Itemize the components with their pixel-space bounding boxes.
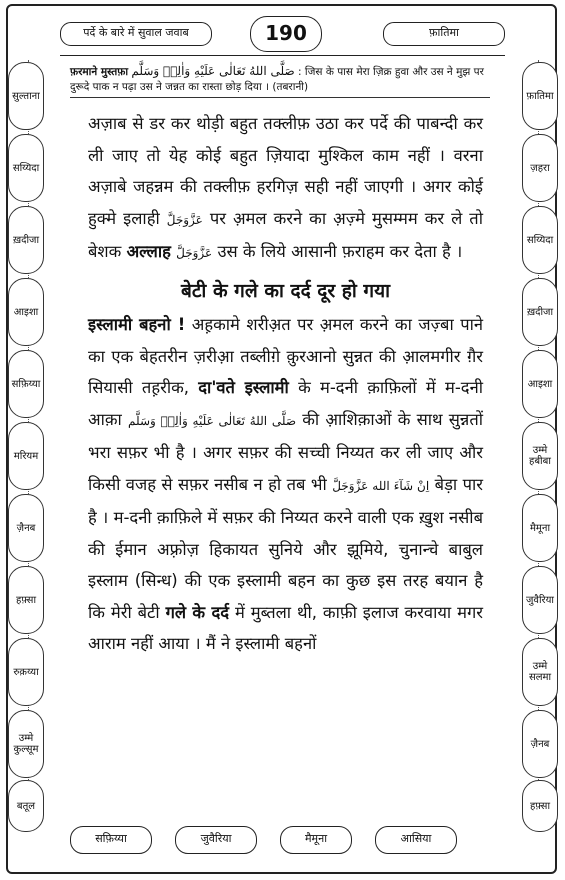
p2e-text: में मुब्तला थी, काफ़ी इलाज करवाया मगर आराम नहीं आया । मैं ने इस्लामी बहनों <box>88 602 483 653</box>
bottom-tab: आसिया <box>375 826 457 854</box>
gale-ke-dard: गले के दर्द <box>165 602 230 622</box>
para1b-text: पर अ़मल करने का अ़ज़्मे मुसम्मम कर ले तो बेशक <box>88 208 483 261</box>
side-medallion-left: उम्मे कुल्सूम <box>8 710 44 778</box>
page-body <box>88 108 483 660</box>
side-medallion-right: ख़दीजा <box>522 278 558 346</box>
side-medallion-right: फ़ातिमा <box>522 62 558 130</box>
side-medallion-right: मैमूना <box>522 494 558 562</box>
hadith-source: (तबरानी) <box>272 81 309 93</box>
azza-arabic: عَزَّوَجَلَّ <box>166 212 203 227</box>
p2a-text: अह़कामे शरीअ़त पर अ़मल करने का जज़्बा पाने का एक बेहतरीन ज़रीआ़ तब्लीग़े क़ुरआनो सुन्नत की आ़लमगीर ग़ैर सियासी तह़रीक, <box>88 315 484 397</box>
side-medallion-right: ज़ैनब <box>522 710 558 778</box>
section-heading: बेटी के गले का दर्द दूर हो गया <box>180 279 391 302</box>
side-medallion-right: आइशा <box>522 350 558 418</box>
header-name: फ़ातिमा <box>383 22 505 46</box>
side-medallion-left: ख़दीजा <box>8 206 44 274</box>
bottom-tab: मैमूना <box>280 826 352 854</box>
insha-arabic: اِنْ شَآءَ الله عَزَّوَجَلَّ <box>332 478 430 493</box>
note-divider <box>70 97 490 98</box>
hadith-label: फ़रमाने मुस्तफ़ा <box>70 66 129 78</box>
p2d-text: बेड़ा पार है । म-दनी क़ाफ़िले में सफ़र की निय्यत करने वाली एक ख़ुश नसीब की ईमान अफ़्रोज़ हिकायत सुनिये और झूमिये, चुनान्चे बाबुल इस्लाम (सिन्ध) की एक इस्लामी बहन का कुछ इस तरह बयान है कि मेरी बेटी <box>88 474 484 622</box>
page-number: 190 <box>250 16 322 52</box>
dawat-e-islami: दा'वते इस्लामी <box>198 378 289 397</box>
p2-lead: इस्लामी बहनो ! <box>88 315 186 334</box>
azza-arabic: عَزَّوَجَلَّ <box>176 246 213 260</box>
side-medallion-right: उम्मे सलमा <box>522 638 558 706</box>
side-medallion-right: ज़हरा <box>522 134 558 202</box>
side-medallion-left: ज़ैनब <box>8 494 44 562</box>
side-medallion-left: सुल्ताना <box>8 62 44 130</box>
bottom-tab: सफ़िय्या <box>70 826 152 854</box>
page-header <box>60 10 505 50</box>
paragraph-1 <box>88 108 483 270</box>
book-title: पर्दे के बारे में सुवाल जवाब <box>60 22 212 46</box>
side-medallion-right: उम्मे हबीबा <box>522 422 558 490</box>
p2b-text: के म-दनी क़ाफ़िलों में म-दनी आक़ा <box>88 378 484 429</box>
side-medallion-right: सय्यिदा <box>522 206 558 274</box>
paragraph-2 <box>88 309 483 660</box>
salla-arabic-body: صَلَّى اللهُ تَعَالٰى عَلَيْهِ وَاٰلِهٖ وَسَلَّم <box>128 413 297 428</box>
side-medallion-right: हफ़्सा <box>522 780 558 832</box>
para1-text: अज़ाब से डर कर थोड़ी बहुत तक्लीफ़ उठा कर पर्दे की पाबन्दी कर ली जाए तो येह कोई बहुत ज़ियादा मुश्किल काम नहीं । वरना अज़ाबे जहन्नम की तक्लीफ़ हरगिज़ सही नहीं जाएगी । अगर कोई हुक्मे इलाही <box>88 114 483 228</box>
para1c-text: उस के लिये आसानी फ़राहम कर देता है । <box>217 242 463 261</box>
hadith-text: : जिस के पास मेरा ज़िक्र हुवा और उस ने मुझ पर दुरूदे पाक न पढ़ा उस ने जन्नत का रास्ता छोड़ दिया । <box>70 66 484 93</box>
side-medallion-left: सय्यिदा <box>8 134 44 202</box>
side-medallion-left: रुक़य्या <box>8 638 44 706</box>
side-medallion-left: सफ़िय्या <box>8 350 44 418</box>
side-medallion-left: आइशा <box>8 278 44 346</box>
side-medallion-right: जुवैरिया <box>522 566 558 634</box>
hadith-note <box>70 64 490 95</box>
side-medallion-left: मरियम <box>8 422 44 490</box>
allah-word: अल्लाह <box>126 242 171 261</box>
side-medallion-left: बतूल <box>8 780 44 832</box>
header-divider <box>60 55 505 56</box>
p2c-text: की आ़शिक़ाओं के साथ सुन्नतों भरा सफ़र भी है । अगर सफ़र की सच्ची निय्यत कर ली जाए और किसी वजह से सफ़र नसीब न हो तब भी <box>88 409 484 494</box>
bottom-tab: जुवैरिया <box>175 826 257 854</box>
salla-arabic: صَلَّى اللهُ تَعَالٰى عَلَيْهِ وَاٰلِهٖ وَسَلَّم <box>131 64 295 78</box>
side-medallion-left: हफ़्सा <box>8 566 44 634</box>
